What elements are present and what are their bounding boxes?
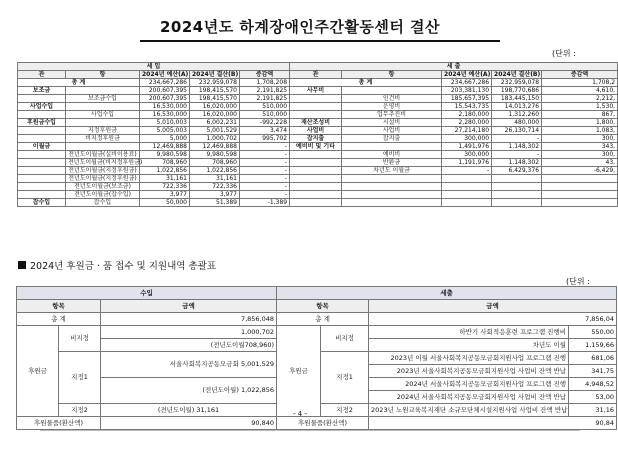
expense-total-label: 총 계 (290, 79, 442, 87)
revenue-kwan: 사업수입 (18, 103, 66, 111)
revenue-settlement: 16,020,000 (190, 103, 240, 111)
expense-hang: 잡지출 (342, 135, 442, 143)
revenue-hang: 전년도이월금(지정후원금) (66, 167, 140, 175)
revenue-diff: 3,474 (240, 127, 290, 135)
revenue-diff: - (240, 159, 290, 167)
expense-hang: 사업비 (342, 127, 442, 135)
revenue-diff: - (240, 151, 290, 159)
expense-kwan: 사업비 (290, 127, 342, 135)
column-diff-header: 증감액 (542, 71, 618, 79)
revenue-settlement: 12,469,888 (190, 143, 240, 151)
expense-settlement: 14,013,276 (492, 103, 542, 111)
item-header: 항목 (17, 300, 101, 313)
expense-diff: 43, (542, 159, 618, 167)
expense-goods-amount: 90,84 (369, 417, 617, 430)
expense-diff: 300, (542, 135, 618, 143)
revenue-budget: 9,980,598 (140, 151, 190, 159)
revenue-budget: 5,010,003 (140, 119, 190, 127)
section-title: 2024년 후원금 · 품 접수 및 지원내역 총괄표 (30, 261, 216, 272)
expense-kwan (290, 103, 342, 111)
non-designated-amount: 1,000,702 (101, 326, 277, 339)
revenue-hang (66, 119, 140, 127)
revenue-hang: 전년도이월금(지정후원금) (66, 175, 140, 183)
expense-budget: 2,180,000 (442, 111, 492, 119)
expense-item-amount: 53,00 (569, 391, 617, 404)
empty-cell (542, 199, 618, 207)
expense-item-text: 2024년 서울사회복지공동모금회지원사업 사업비 잔액 반납 (369, 391, 569, 404)
document-title: 2024년도 하계장애인주간활동센터 결산 (159, 18, 441, 36)
column-diff-header: 증감액 (240, 71, 290, 79)
revenue-hang: 사업수입 (66, 111, 140, 119)
revenue-settlement: 1,022,856 (190, 167, 240, 175)
table-row (18, 135, 618, 143)
expense-hang: 반환금 (342, 159, 442, 167)
empty-cell (290, 199, 342, 207)
goods-label: 후원물품(환산액) (17, 417, 101, 430)
revenue-settlement: 3,977 (190, 191, 240, 199)
revenue-diff: 995,702 (240, 135, 290, 143)
expense-total-budget: 234,667,286 (442, 79, 492, 87)
expense-kwan: 사무비 (290, 87, 342, 95)
revenue-hang: 전년도이월금(비지정후원금) (66, 159, 140, 167)
expense-item-amount: 681,06 (569, 352, 617, 365)
empty-cell (492, 191, 542, 199)
column-budget-header: 2024년 예산(A) (442, 71, 492, 79)
expense-diff: 867, (542, 111, 618, 119)
empty-cell (342, 183, 442, 191)
designated2-value: 31,161 (196, 405, 220, 414)
expense-budget: 300,000 (442, 135, 492, 143)
page-number: - 4 - (293, 410, 307, 418)
revenue-kwan (18, 135, 66, 143)
revenue-budget: 16,530,000 (140, 103, 190, 111)
revenue-hang: 보조금수입 (66, 95, 140, 103)
expense-settlement: 183,445,150 (492, 95, 542, 103)
designated2-carryover: (전년도이월) (157, 405, 195, 414)
expense-donation-label: 후원금 (277, 326, 321, 417)
revenue-settlement: 51,389 (190, 199, 240, 207)
expense-budget: - (442, 167, 492, 175)
table-row (18, 103, 618, 111)
expense-item-text: 2024년 서울사회복지공동모금회지원사업 프로그램 진행 (369, 378, 569, 391)
expense-kwan (290, 167, 342, 175)
revenue-hang: 전년도이월금(보조금) (66, 183, 140, 191)
expense-settlement: 1,148,302 (492, 143, 542, 151)
empty-cell (492, 175, 542, 183)
revenue-budget: 5,005,003 (140, 127, 190, 135)
revenue-budget: 200,607,395 (140, 95, 190, 103)
revenue-diff: - (240, 191, 290, 199)
empty-cell (442, 191, 492, 199)
revenue-hang: 전년도이월금(실비이용료) (66, 151, 140, 159)
revenue-settlement: 6,002,231 (190, 119, 240, 127)
empty-cell (342, 199, 442, 207)
revenue-header: 수입 (17, 287, 277, 300)
expense-hang: 예비비 (342, 151, 442, 159)
expense-hang: 운영비 (342, 103, 442, 111)
expense-settlement: - (492, 135, 542, 143)
expense-diff: 1,083, (542, 127, 618, 135)
revenue-settlement: 1,000,702 (190, 135, 240, 143)
empty-cell (342, 175, 442, 183)
expense-diff: 1,530, (542, 103, 618, 111)
settlement-table (17, 62, 618, 207)
expense-total-diff: 1,708,2 (542, 79, 618, 87)
expense-diff: 1,800, (542, 119, 618, 127)
expense-settlement: 1,312,260 (492, 111, 542, 119)
revenue-diff: -992,228 (240, 119, 290, 127)
empty-cell (492, 183, 542, 191)
expense-diff: -6,429, (542, 167, 618, 175)
table-row (18, 191, 618, 199)
expense-hang (342, 143, 442, 151)
section-heading (18, 258, 216, 272)
expense-settlement: 480,000 (492, 119, 542, 127)
column-settlement-header: 2024년 결산(B) (492, 71, 542, 79)
revenue-kwan: 잡수입 (18, 199, 66, 207)
table-row (18, 183, 618, 191)
expense-budget: 1,191,976 (442, 159, 492, 167)
expense-settlement: 198,770,686 (492, 87, 542, 95)
revenue-settlement: 5,001,529 (190, 127, 240, 135)
expense-hang (342, 87, 442, 95)
amount-header: 금액 (369, 300, 617, 313)
column-hang-header: 항 (342, 71, 442, 79)
revenue-hang: 지정후원금 (66, 127, 140, 135)
unit-label-bottom: (단위 : (566, 277, 590, 286)
revenue-budget: 722,336 (140, 183, 190, 191)
revenue-settlement: 198,415,570 (190, 87, 240, 95)
designated2-label: 지정2 (59, 404, 101, 417)
designated1-value: 5,001,529 (240, 360, 275, 369)
expense-item-text: 차년도 이월 (369, 339, 569, 352)
revenue-header: 세 입 (18, 63, 290, 71)
empty-cell (290, 183, 342, 191)
revenue-total-budget: 234,667,286 (140, 79, 190, 87)
revenue-hang: 비지정후원금 (66, 135, 140, 143)
expense-diff: 2,212, (542, 95, 618, 103)
revenue-kwan (18, 127, 66, 135)
revenue-diff: 510,000 (240, 111, 290, 119)
revenue-total-diff: 1,708,208 (240, 79, 290, 87)
revenue-diff: - (240, 167, 290, 175)
table-row (18, 87, 618, 95)
donation-summary-table (16, 286, 617, 430)
expense-kwan (290, 95, 342, 103)
item-header: 항목 (277, 300, 369, 313)
empty-cell (542, 191, 618, 199)
revenue-total-label: 총 계 (18, 79, 140, 87)
table-row (18, 159, 618, 167)
column-hang-header: 항 (66, 71, 140, 79)
table-row (18, 111, 618, 119)
revenue-kwan: 보조금 (18, 87, 66, 95)
expense-diff: 300, (542, 151, 618, 159)
revenue-kwan (18, 175, 66, 183)
revenue-settlement: 31,161 (190, 175, 240, 183)
expense-header: 세출 (277, 287, 617, 300)
revenue-settlement: 722,336 (190, 183, 240, 191)
goods-amount: 90,840 (101, 417, 277, 430)
table-row (18, 127, 618, 135)
revenue-budget: 708,960 (140, 159, 190, 167)
expense-item-amount: 550,00 (569, 326, 617, 339)
revenue-settlement: 708,960 (190, 159, 240, 167)
revenue-kwan (18, 159, 66, 167)
empty-cell (290, 191, 342, 199)
expense-item-text: 2023년 노원교육복지재단 소규모단체시설지원사업 사업비 잔액 반납 (369, 404, 569, 417)
revenue-diff: 2,191,825 (240, 87, 290, 95)
revenue-hang: 잡수입 (66, 199, 140, 207)
revenue-diff: - (240, 183, 290, 191)
square-bullet-icon (18, 261, 26, 269)
revenue-kwan (18, 95, 66, 103)
column-settlement-header: 2024년 결산(B) (190, 71, 240, 79)
expense-hang: 차년도 이월금 (342, 167, 442, 175)
expense-kwan: 잡지출 (290, 135, 342, 143)
empty-cell (290, 175, 342, 183)
expense-item-amount: 1,159,66 (569, 339, 617, 352)
column-kwan-header: 관 (18, 71, 66, 79)
revenue-budget: 16,530,000 (140, 111, 190, 119)
expense-budget: 203,381,130 (442, 87, 492, 95)
expense-designated2-label: 지정2 (321, 404, 369, 417)
expense-kwan (290, 151, 342, 159)
revenue-kwan: 후원금수입 (18, 119, 66, 127)
expense-budget: 185,657,395 (442, 95, 492, 103)
expense-non-designated-label: 비지정 (321, 326, 369, 352)
designated1-label: 지정1 (59, 352, 101, 404)
expense-item-amount: 341,75 (569, 365, 617, 378)
revenue-settlement: 16,020,000 (190, 111, 240, 119)
expense-hang: 인건비 (342, 95, 442, 103)
expense-budget: 15,543,735 (442, 103, 492, 111)
designated1-org: 서울사회복지공동모금회 (169, 360, 239, 369)
expense-budget: 2,280,000 (442, 119, 492, 127)
revenue-budget: 12,469,888 (140, 143, 190, 151)
revenue-budget: 1,022,856 (140, 167, 190, 175)
expense-total: 7,856,04 (369, 313, 617, 326)
expense-settlement: - (492, 151, 542, 159)
revenue-budget: 31,161 (140, 175, 190, 183)
revenue-kwan (18, 191, 66, 199)
table-row (18, 95, 618, 103)
expense-kwan (290, 111, 342, 119)
revenue-hang (66, 143, 140, 151)
revenue-settlement: 198,415,570 (190, 95, 240, 103)
expense-designated1-label: 지정1 (321, 352, 369, 404)
expense-kwan: 예비비 및 기타 (290, 143, 342, 151)
expense-item-text: 2023년 이월 서울사회복지공동모금회지원사업 프로그램 진행 (369, 352, 569, 365)
designated1-carryover: (전년도이월) 1,022,856 (101, 378, 277, 404)
expense-kwan (290, 159, 342, 167)
non-designated-label: 비지정 (59, 326, 101, 352)
revenue-hang (66, 87, 140, 95)
table-row (18, 151, 618, 159)
empty-cell (442, 183, 492, 191)
expense-budget: 27,214,180 (442, 127, 492, 135)
expense-item-text: 하반기 사회적응훈련 프로그램 진행비 (369, 326, 569, 339)
title-underline (140, 40, 500, 42)
revenue-diff: - (240, 175, 290, 183)
empty-cell (442, 199, 492, 207)
table-row (18, 199, 618, 207)
expense-total-settlement: 232,959,078 (492, 79, 542, 87)
expense-hang: 업무추진비 (342, 111, 442, 119)
total-label: 총 계 (17, 313, 101, 326)
revenue-hang: 전년도이월금(잡수입) (66, 191, 140, 199)
expense-goods-label: 후원물품(환산액) (277, 417, 369, 430)
revenue-budget: 3,977 (140, 191, 190, 199)
revenue-diff: 510,000 (240, 103, 290, 111)
expense-settlement: 1,148,302 (492, 159, 542, 167)
expense-budget: 300,000 (442, 151, 492, 159)
empty-cell (542, 183, 618, 191)
revenue-total-settlement: 232,959,078 (190, 79, 240, 87)
expense-diff: 4,610, (542, 87, 618, 95)
expense-item-amount: 31,16 (569, 404, 617, 417)
page-divider (40, 430, 580, 431)
designated1-amount (101, 352, 277, 378)
revenue-kwan: 이월금 (18, 143, 66, 151)
empty-cell (442, 175, 492, 183)
revenue-kwan (18, 111, 66, 119)
revenue-budget: 50,000 (140, 199, 190, 207)
non-designated-carryover: (전년도이월708,960) (101, 339, 277, 352)
total-label: 총 계 (277, 313, 369, 326)
unit-label-top: (단위 : (552, 49, 576, 58)
revenue-kwan (18, 167, 66, 175)
empty-cell (342, 191, 442, 199)
revenue-settlement: 9,980,598 (190, 151, 240, 159)
expense-item-amount: 4,948,52 (569, 378, 617, 391)
expense-item-text: 2023년 서울사회복지공동모금회지원사업 사업비 잔액 반납 (369, 365, 569, 378)
empty-cell (492, 199, 542, 207)
amount-header: 금액 (101, 300, 277, 313)
column-kwan-header: 관 (290, 71, 342, 79)
table-row (18, 175, 618, 183)
revenue-total: 7,856,048 (101, 313, 277, 326)
expense-settlement: 26,130,714 (492, 127, 542, 135)
revenue-kwan (18, 151, 66, 159)
expense-settlement: 6,429,376 (492, 167, 542, 175)
donation-label: 후원금 (17, 326, 59, 417)
revenue-hang (66, 103, 140, 111)
revenue-budget: 200,607,395 (140, 87, 190, 95)
table-row (18, 143, 618, 151)
table-row (18, 119, 618, 127)
expense-hang: 시설비 (342, 119, 442, 127)
expense-header: 세 출 (290, 63, 618, 71)
revenue-diff: 2,191,825 (240, 95, 290, 103)
expense-diff: 343, (542, 143, 618, 151)
table-row (18, 167, 618, 175)
expense-budget: 1,491,976 (442, 143, 492, 151)
revenue-budget: 5,000 (140, 135, 190, 143)
revenue-diff: - (240, 143, 290, 151)
revenue-kwan (18, 183, 66, 191)
empty-cell (542, 175, 618, 183)
revenue-diff: -1,389 (240, 199, 290, 207)
expense-kwan: 재산조성비 (290, 119, 342, 127)
column-budget-header: 2024년 예산(A) (140, 71, 190, 79)
